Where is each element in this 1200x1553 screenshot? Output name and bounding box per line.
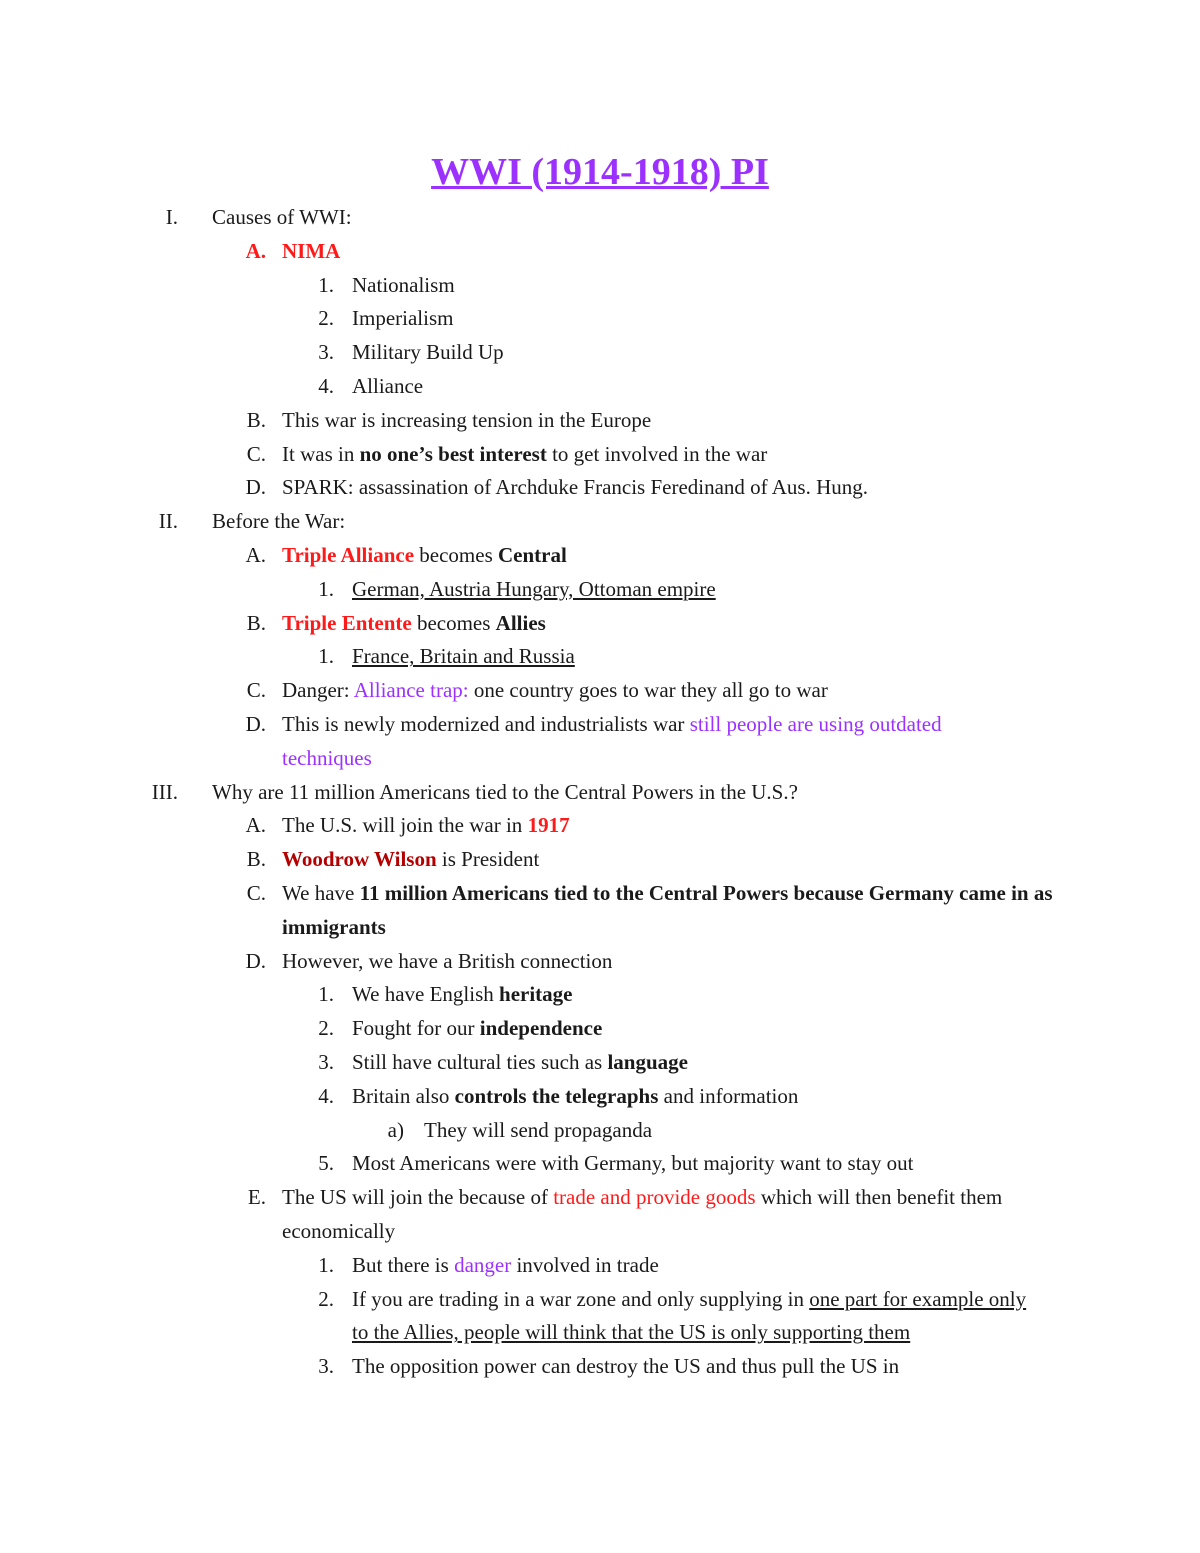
outline-text xyxy=(352,1349,899,1383)
text-run: Triple Entente xyxy=(282,610,412,635)
outline-text xyxy=(282,437,767,471)
outline-text xyxy=(352,369,423,403)
outline-text xyxy=(212,775,798,809)
text-run: German, Austria Hungary, Ottoman empire xyxy=(352,576,716,601)
text-run: Danger: xyxy=(282,678,354,703)
text-run: trade and provide goods xyxy=(553,1185,756,1210)
text-run: Military Build Up xyxy=(352,340,504,365)
outline-text xyxy=(352,1315,910,1349)
outline-marker: 1. xyxy=(318,644,334,669)
outline-marker: 2. xyxy=(318,1016,334,1041)
text-run: Fought for our xyxy=(352,1016,480,1041)
outline-text xyxy=(424,1113,652,1147)
outline-text xyxy=(352,1146,913,1180)
outline-text xyxy=(282,1180,1002,1214)
outline-marker: D. xyxy=(245,948,266,973)
text-run: This war is increasing tension in the Europe xyxy=(282,407,652,432)
text-run: We have xyxy=(282,881,360,905)
outline-marker: C. xyxy=(246,881,266,905)
outline-marker: 1. xyxy=(318,576,334,601)
text-run: techniques xyxy=(282,745,372,770)
outline-marker: B. xyxy=(246,407,266,432)
text-run: France, Britain and Russia xyxy=(352,644,575,669)
text-run: becomes xyxy=(414,543,499,567)
outline-marker: a) xyxy=(387,1117,404,1142)
text-run: one country goes to war they all go to war xyxy=(468,678,828,703)
text-run: However, we have a British connection xyxy=(282,948,613,973)
outline-marker: D. xyxy=(245,475,266,500)
outline-text xyxy=(352,335,504,369)
text-run: Woodrow Wilson xyxy=(282,847,437,872)
text-run: But there is xyxy=(352,1252,455,1277)
text-run: Central xyxy=(498,543,567,567)
text-run: NIMA xyxy=(282,238,341,263)
outline-marker: 5. xyxy=(318,1151,334,1176)
text-run: economically xyxy=(282,1219,396,1243)
text-run: controls the telegraphs xyxy=(454,1083,659,1108)
text-run: to get involved in the war xyxy=(546,441,768,466)
outline-marker: 3. xyxy=(318,1354,334,1379)
outline-text xyxy=(352,1079,798,1113)
outline-text xyxy=(282,944,612,978)
text-run: Alliance trap: xyxy=(353,678,469,703)
outline-text xyxy=(282,403,651,437)
text-run: is President xyxy=(436,847,540,872)
outline-marker: A. xyxy=(245,813,266,838)
outline-marker: B. xyxy=(246,847,266,872)
text-run: independence xyxy=(479,1016,603,1041)
text-run: Before the War: xyxy=(212,509,346,534)
outline-marker: 2. xyxy=(318,1286,334,1311)
outline-marker: C. xyxy=(246,678,266,703)
outline-marker: A. xyxy=(245,543,266,567)
outline-marker: 3. xyxy=(318,340,334,365)
outline-text xyxy=(282,910,386,944)
outline-text xyxy=(282,876,1053,910)
outline-text xyxy=(212,504,345,538)
outline-marker: 1. xyxy=(318,982,334,1007)
text-run: Imperialism xyxy=(352,306,454,331)
outline-text xyxy=(282,808,570,842)
text-run: immigrants xyxy=(282,914,386,939)
outline-text xyxy=(282,234,340,268)
outline-marker: 1. xyxy=(318,1252,334,1277)
outline-text xyxy=(282,741,372,775)
outline-text xyxy=(212,200,352,234)
text-run: one part for example only xyxy=(809,1286,1027,1311)
outline-text xyxy=(352,1011,602,1045)
outline-marker: 2. xyxy=(318,306,334,331)
outline-marker: 4. xyxy=(318,374,334,398)
outline-marker: 1. xyxy=(318,272,334,297)
page-title: WWI (1914-1918) PI xyxy=(431,151,769,193)
text-run: It was in xyxy=(282,441,360,466)
text-run: SPARK: assassination of Archduke Francis Feredinand of Aus. Hung. xyxy=(282,475,869,500)
outline-marker: D. xyxy=(245,712,266,736)
outline-marker: 3. xyxy=(318,1050,334,1074)
outline-text xyxy=(352,268,455,302)
outline-text xyxy=(282,470,868,504)
text-run: The opposition power can destroy the US and thus pull the US in xyxy=(352,1354,900,1379)
outline-text xyxy=(352,1282,1026,1316)
text-run: becomes xyxy=(411,610,496,635)
outline-text xyxy=(352,572,716,606)
outline-marker: A. xyxy=(245,238,266,263)
text-run: no one’s best interest xyxy=(359,441,547,466)
text-run: Allies xyxy=(495,610,546,635)
outline-text xyxy=(282,842,539,876)
outline-text xyxy=(352,639,575,673)
text-run: Why are 11 million Americans tied to the Central Powers in the U.S.? xyxy=(212,779,798,804)
text-run: which will then benefit them xyxy=(755,1185,1003,1210)
outline-text xyxy=(282,606,546,640)
text-run: involved in trade xyxy=(511,1252,659,1277)
text-run: Nationalism xyxy=(352,272,455,297)
outline-text xyxy=(282,538,567,572)
text-run: danger xyxy=(454,1252,512,1277)
outline-text xyxy=(352,977,573,1011)
text-run: and information xyxy=(658,1083,799,1108)
text-run: This is newly modernized and industrialists war xyxy=(282,712,690,736)
text-run: Most Americans were with Germany, but majority want to stay out xyxy=(352,1151,914,1176)
outline-marker: II. xyxy=(158,509,178,534)
text-run: 11 million Americans tied to the Central Powers because Germany came in as xyxy=(359,881,1053,905)
text-run: Britain also xyxy=(352,1083,455,1108)
outline-marker: I. xyxy=(165,205,178,229)
text-run: Triple Alliance xyxy=(282,543,415,567)
outline-marker: E. xyxy=(247,1185,266,1210)
text-run: heritage xyxy=(499,982,573,1007)
outline-text xyxy=(352,1248,659,1282)
text-run: The U.S. will join the war in xyxy=(282,813,528,838)
text-run: Alliance xyxy=(352,374,424,398)
text-run: language xyxy=(607,1050,688,1074)
text-run: The US will join the because of xyxy=(282,1185,554,1210)
text-run: 1917 xyxy=(527,813,570,838)
outline-marker: 4. xyxy=(318,1083,334,1108)
outline-text xyxy=(282,707,942,741)
text-run: We have English xyxy=(352,982,500,1007)
outline-text xyxy=(352,301,453,335)
text-run: to the Allies, people will think that the US is only supporting them xyxy=(352,1320,911,1345)
outline-text xyxy=(282,673,828,707)
outline-marker: III. xyxy=(151,779,178,804)
outline-marker: C. xyxy=(246,441,266,466)
text-run: If you are trading in a war zone and only supplying in xyxy=(352,1286,810,1311)
outline-text xyxy=(282,1214,395,1248)
text-run: Causes of WWI: xyxy=(212,205,352,229)
text-run: They will send propaganda xyxy=(424,1117,653,1142)
text-run: Still have cultural ties such as xyxy=(352,1050,608,1074)
outline-text xyxy=(352,1045,688,1079)
text-run: still people are using outdated xyxy=(689,712,942,736)
outline-marker: B. xyxy=(246,610,266,635)
